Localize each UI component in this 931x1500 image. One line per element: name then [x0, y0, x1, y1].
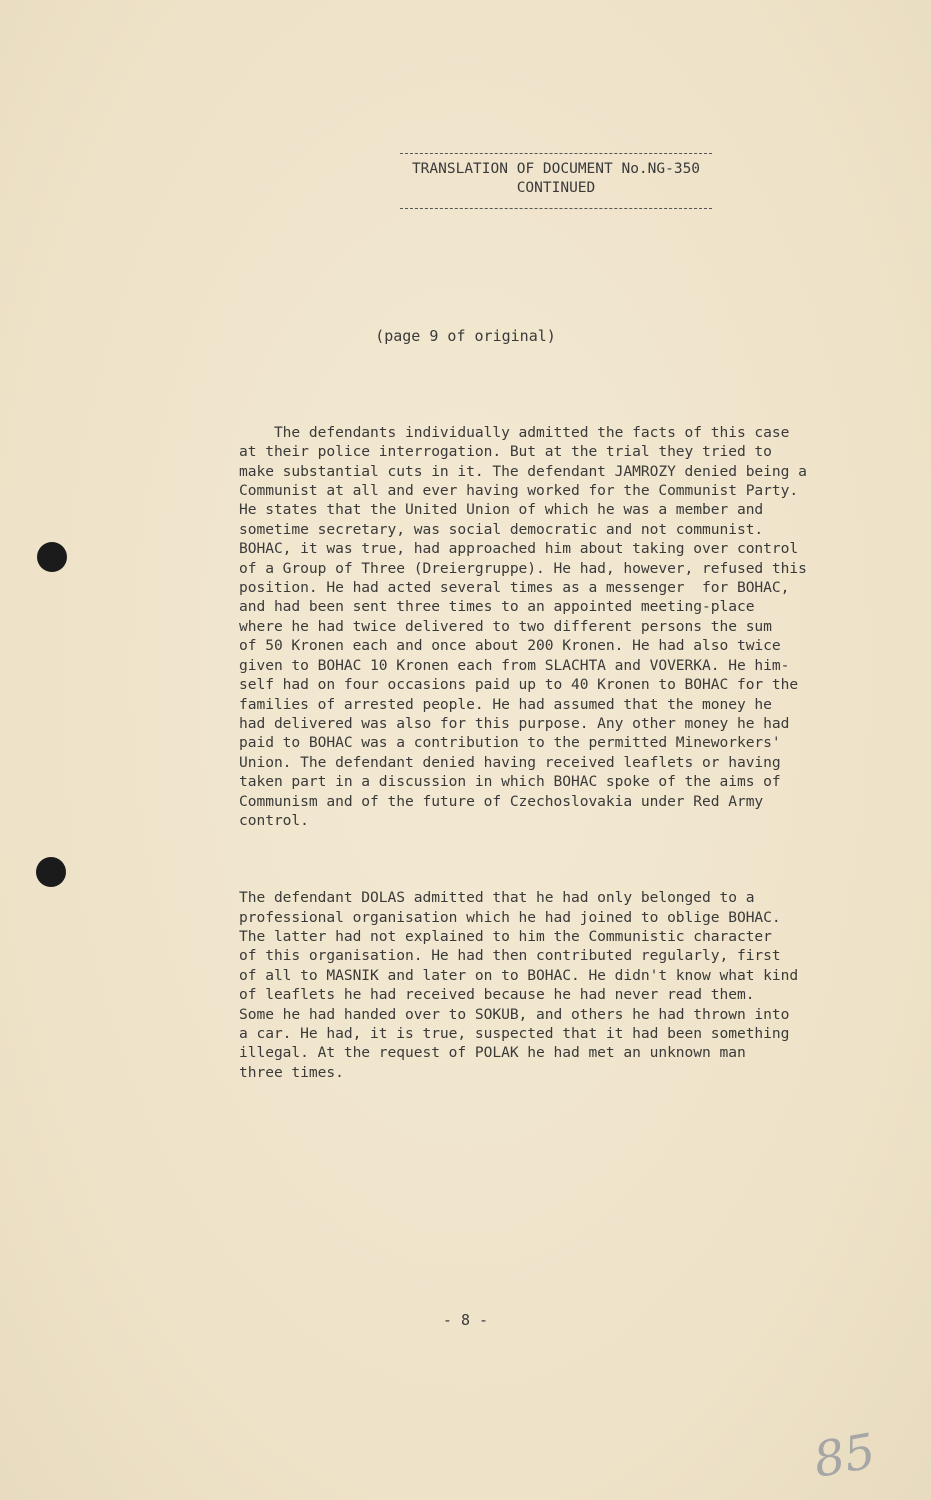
paragraph-dolas: The defendant DOLAS admitted that he had only belonged to a professional organisation which he had joined to oblige BOHAC. The latter had not explained to him the Communistic character of this organisation. He had then contributed regularly, first of all to MASNIK and later on to BOHAC. He didn't know what kind of leaflets he had received because he had never read them. Some he had handed over to SOKUB, and others he had thrown into a car. He had, it is true, suspected that it had been something illegal. At the request of POLAK he had met an unknown man three times. — [239, 889, 799, 1081]
paragraph-jamrozy: The defendants individually admitted the facts of this case at their police interrogation. But at the trial they tried to make substantial cuts in it. The defendant JAMROZY denied being a Communist at all and ever having worked for the Communist Party. He states that the United Union of which he was a member and sometime secretary, was social democratic and not communist. BOHAC, it was true, had approached him about taking over control of a Group of Three (Dreiergruppe). He had, however, refused this position. He had acted several times as a messenger for BOHAC, and had been sent three times to an appointed meeting-place where he had twice delivered to two different persons the sum of 50 Kronen each and once about 200 Kronen. He had also twice given to BOHAC 10 Kronen each from SLACHTA and VOVERKA. He him- self had on four occasions paid up to 40 Kronen to BOHAC for the families of arrested people. He had assumed that the money he had delivered was also for this purpose. Any other money he had paid to BOHAC was a contribution to the permitted Mineworkers' Union. The defendant denied having received leaflets or having taken part in a discussion in which BOHAC spoke of the aims of Communism and of the future of Czechoslovakia under Red Army control. — [239, 423, 807, 829]
header-subtitle: CONTINUED — [516, 180, 596, 196]
punch-hole — [37, 542, 67, 572]
original-page-reference: (page 9 of original) — [375, 327, 556, 345]
handwritten-page-number: 85 — [809, 1423, 880, 1489]
body-text — [239, 384, 864, 1121]
header-top-rule — [400, 153, 712, 154]
header-title: TRANSLATION OF DOCUMENT No.NG-350 — [411, 161, 701, 177]
header-bottom-rule — [400, 208, 712, 209]
page-number: - 8 - — [442, 1311, 489, 1329]
punch-hole — [36, 857, 66, 887]
document-header — [380, 153, 732, 209]
